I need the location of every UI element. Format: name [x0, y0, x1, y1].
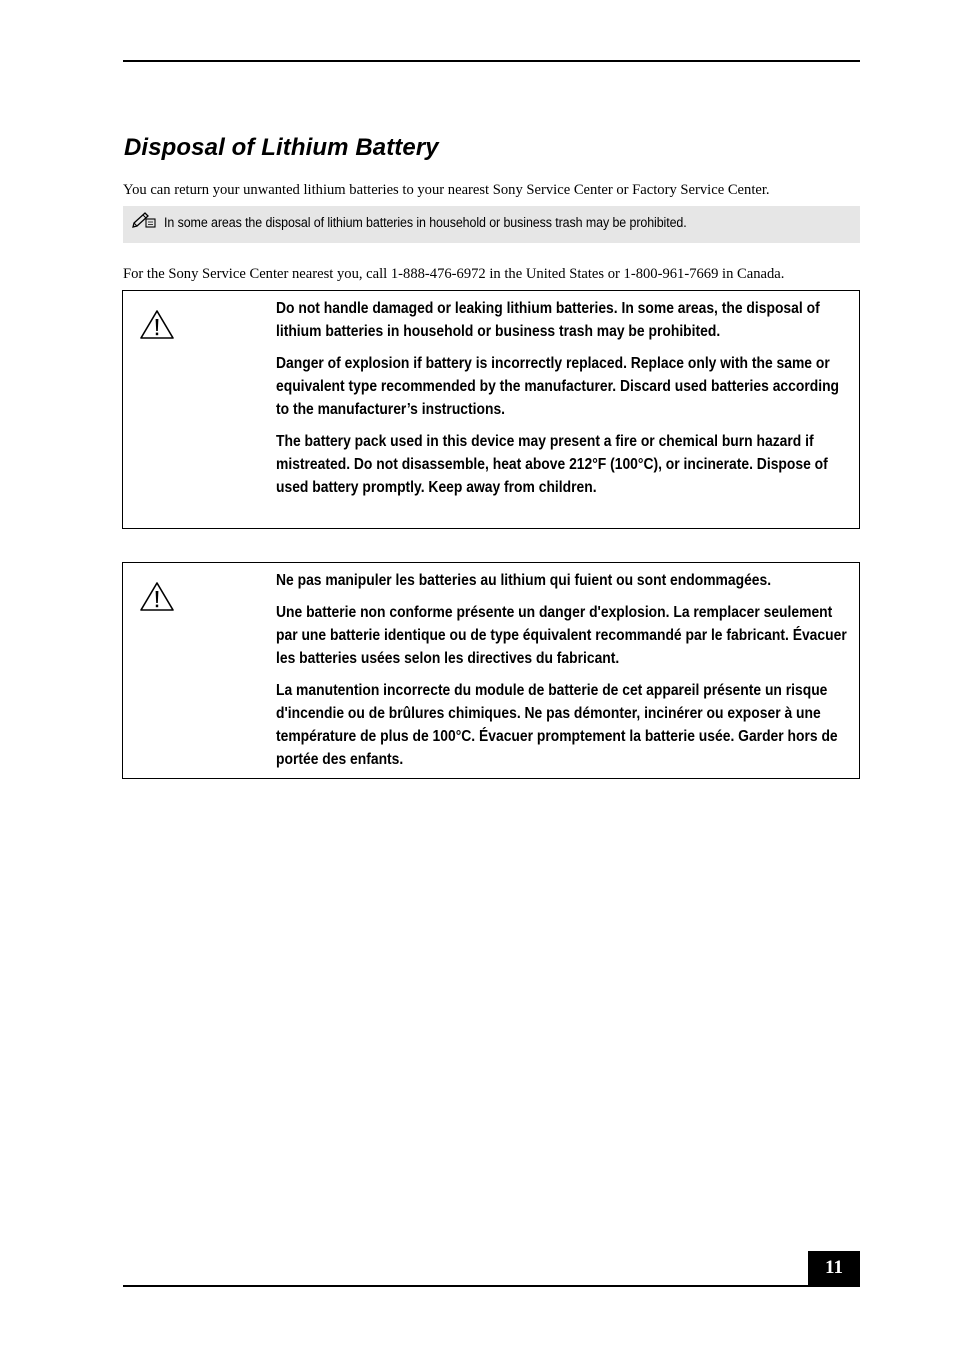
warning-paragraph: Une batterie non conforme présente un danger d'explosion. La remplacer seulement par une batterie identique ou de type équivalent recommandé par le fabricant. Évacuer les batteries usées selon les directives du fabricant.	[276, 604, 847, 667]
note-pencil-icon	[131, 211, 157, 229]
page-number-badge	[808, 1251, 860, 1287]
footer-rule	[123, 1285, 860, 1287]
warning-paragraph: Ne pas manipuler les batteries au lithium qui fuient ou sont endommagées.	[276, 572, 772, 589]
warning-box-english	[122, 290, 860, 529]
warning-paragraph: Do not handle damaged or leaking lithium batteries. In some areas, the disposal of lithium batteries in household or business trash may be prohibited.	[276, 300, 820, 340]
intro-paragraph: You can return your unwanted lithium batteries to your nearest Sony Service Center or Factory Service Center.	[123, 182, 770, 198]
contact-paragraph: For the Sony Service Center nearest you, call 1-888-476-6972 in the United States or 1-800-961-7669 in Canada.	[123, 266, 785, 282]
warning-triangle-icon	[139, 580, 175, 612]
section-title: Disposal of Lithium Battery	[124, 134, 439, 161]
warning-triangle-icon	[139, 308, 175, 340]
header-rule	[123, 60, 860, 62]
warning-text-english	[276, 297, 871, 508]
warning-text-french	[276, 569, 871, 780]
warning-box-french	[122, 562, 860, 779]
page-number: 11	[825, 1257, 843, 1278]
note-text: In some areas the disposal of lithium batteries in household or business trash may be prohibited.	[164, 215, 687, 230]
note-box	[123, 206, 860, 243]
warning-paragraph: La manutention incorrecte du module de batterie de cet appareil présente un risque d'incendie ou de brûlures chimiques. Ne pas démonter, incinérer ou exposer à une température de plus de 100°C. Évacuer promptement la batterie usée. Garder hors de portée des enfants.	[276, 682, 838, 768]
warning-paragraph: Danger of explosion if battery is incorrectly replaced. Replace only with the same or equivalent type recommended by the manufacturer. Discard used batteries according to the manufacturer’s instructions.	[276, 355, 840, 418]
warning-paragraph: The battery pack used in this device may present a fire or chemical burn hazard if mistreated. Do not disassemble, heat above 212°F (100°C), or incinerate. Dispose of used battery promptly. Keep away from children.	[276, 433, 828, 496]
